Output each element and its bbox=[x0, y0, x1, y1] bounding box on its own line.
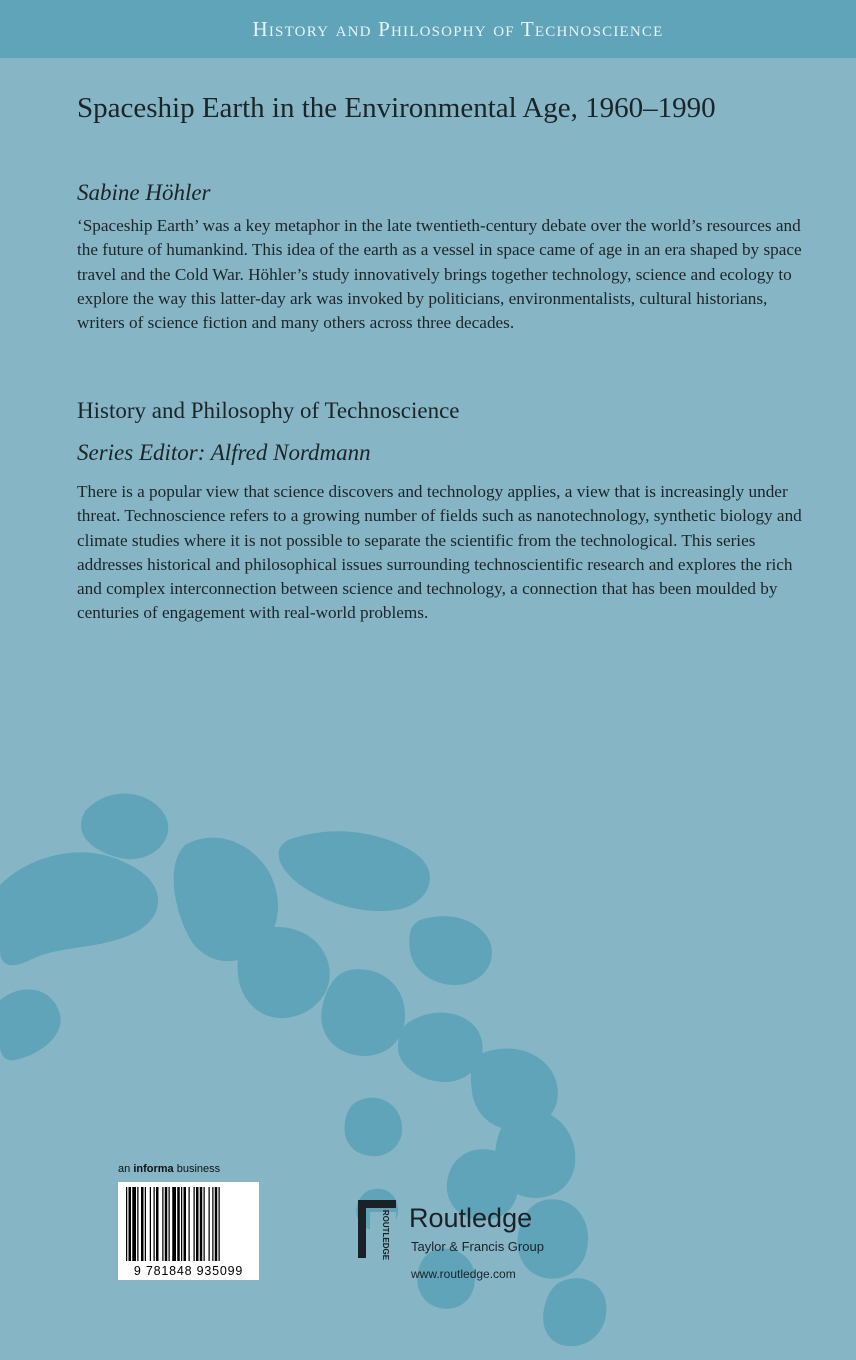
isbn-number: 9 781848 935099 bbox=[133, 1264, 244, 1278]
series-title: History and Philosophy of Technoscience bbox=[77, 398, 460, 423]
publisher-group: Taylor & Francis Group bbox=[411, 1239, 544, 1254]
publisher-url: www.routledge.com bbox=[411, 1267, 516, 1281]
informa-business-label: an informa business bbox=[118, 1163, 221, 1175]
book-title: Spaceship Earth in the Environmental Age, 1960–1990 bbox=[77, 92, 716, 124]
routledge-logo-icon bbox=[356, 1198, 402, 1260]
series-description: There is a popular view that science discovers and technology applies, a view that is increasingly under threat. Technoscience refers to a growing number of fields such as nanotechnology, synthetic biology and climate studies where it is not possible to separate the scientific from the technological. This series addresses historical and philosophical issues surrounding technoscientific research and explores the rich and complex interconnection between science and technology, a connection that has been moulded by centuries of engagement with real-world problems. bbox=[77, 482, 802, 623]
book-blurb: ‘Spaceship Earth’ was a key metaphor in the late twentieth-century debate over the world’s resources and the future of humankind. This idea of the earth as a vessel in space came of age in an era shaped by space travel and the Cold War. Höhler’s study innovatively brings together technology, science and ecology to explore the way this latter-day ark was invoked by politicians, environmentalists, cultural historians, writers of science fiction and many others across three decades. bbox=[77, 216, 802, 333]
barcode-bars bbox=[126, 1187, 251, 1261]
series-editor: Series Editor: Alfred Nordmann bbox=[77, 440, 371, 465]
series-header: History and Philosophy of Technoscience bbox=[252, 16, 664, 41]
logo-wordmark: ROUTLEDGE bbox=[381, 1209, 390, 1260]
publisher-name: Routledge bbox=[409, 1203, 533, 1233]
series-header-band bbox=[0, 0, 856, 58]
author-name: Sabine Höhler bbox=[77, 180, 211, 205]
isbn-barcode bbox=[118, 1182, 259, 1280]
